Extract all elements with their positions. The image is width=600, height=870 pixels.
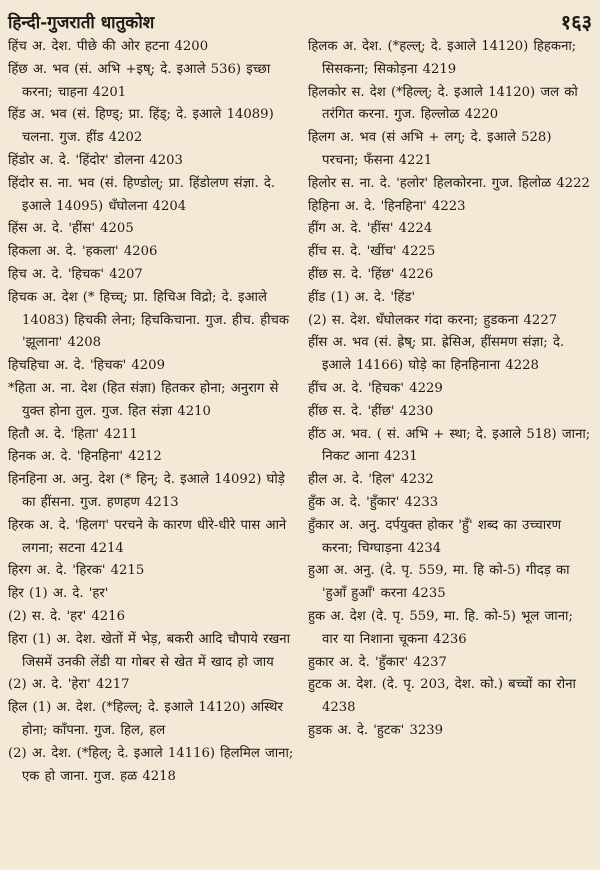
page-header xyxy=(8,8,592,34)
dictionary-entry: हींस अ. भव (सं. ह्रेष्; प्रा. ह्रेसिअ, हींसमण संज्ञा; दे. इआले 14166) घोड़े का हिनहिनाना 4228 xyxy=(308,335,565,374)
dictionary-entry: हिच अ. दे. 'हिचक' 4207 xyxy=(8,266,143,282)
dictionary-entry: हिनहिना अ. अनु. देश (* हिन्; दे. इआले 14092) घोड़े का हींसना. गुज. हणहण 4213 xyxy=(8,472,285,510)
dictionary-entry: हिनक अ. दे. 'हिनहिना' 4212 xyxy=(8,449,162,465)
dictionary-entry: हिंड अ. भव (सं. हिण्ड्; प्रा. हिंड्; दे. इआले 14089) चलना. गुज. हींड 4202 xyxy=(8,107,274,146)
dictionary-entry: (2) अ. दे. 'हेरा' 4217 xyxy=(8,677,130,693)
dictionary-entry: हुकार अ. दे. 'हुँकार' 4237 xyxy=(308,654,447,670)
dictionary-entry: हींग अ. दे. 'हींस' 4224 xyxy=(308,221,433,237)
dictionary-entry: हिंछ अ. भव (सं. अभि +इष्; दे. इआले 536) इच्छा करना; चाहना 4201 xyxy=(8,61,271,100)
dictionary-entry: हिल (1) अ. देश. (*हिल्ल्; दे. इआले 14120) अस्थिर होना; काँपना. गुज. हिल, हल xyxy=(8,700,283,738)
dictionary-entry: हुटक अ. देश. (दे. पृ. 203, देश. को.) बच्चों का रोना 4238 xyxy=(308,677,576,716)
dictionary-entry: हिचहिचा अ. दे. 'हिचक' 4209 xyxy=(8,358,165,374)
page-number: १६३ xyxy=(560,10,592,34)
dictionary-entry: हुक अ. देश (दे. पृ. 559, मा. हि. को-5) भूल जाना; वार या निशाना चूकना 4236 xyxy=(308,608,573,647)
dictionary-entry: हिलोर स. ना. दे. 'हलोर' हिलकोरना. गुज. हिलोळ 4222 xyxy=(308,175,590,191)
dictionary-entry: हिरा (1) अ. देश. खेतों में भेड़, बकरी आदि चौपाये रखना जिसमें उनकी लेंडी या गोबर से खेत में खाद हो जाय xyxy=(8,631,291,670)
dictionary-entry: *हिता अ. ना. देश (हित संज्ञा) हितकर होना; अनुराग से युक्त होना तुल. गुज. हित संज्ञा 4210 xyxy=(8,380,279,419)
dictionary-entry: हुँक अ. दे. 'हुँकार' 4233 xyxy=(308,494,439,510)
dictionary-entry: (2) स. देश. धँघोलकर गंदा करना; हुडकना 4227 xyxy=(308,312,558,328)
dictionary-entry: हींच अ. दे. 'हिचक' 4229 xyxy=(308,380,443,396)
running-title: हिन्दी-गुजराती धातुकोश xyxy=(8,13,155,33)
dictionary-entry: हिकला अ. दे. 'हकला' 4206 xyxy=(8,244,158,260)
dictionary-entry: हिहिना अ. दे. 'हिनहिना' 4223 xyxy=(308,198,466,214)
dictionary-entry: हितौ अ. दे. 'हिता' 4211 xyxy=(8,426,138,442)
dictionary-entry: हींठ अ. भव. ( सं. अभि + स्था; दे. इआले 518) जाना; निकट आना 4231 xyxy=(308,426,591,465)
dictionary-entry: हिंदोर स. ना. भव (सं. हिण्डोल्; प्रा. हिंडोलण संज्ञा. दे. इआले 14095) धँघोलना 4204 xyxy=(8,175,276,214)
dictionary-entry: हिंच अ. देश. पीछे की ओर हटना 4200 xyxy=(8,39,209,54)
dictionary-entry: हिंस अ. दे. 'हींस' 4205 xyxy=(8,221,134,237)
right-column xyxy=(308,36,592,866)
dictionary-entry: (2) अ. देश. (*हिल्; दे. इआले 14116) हिलमिल जाना; एक हो जाना. गुज. हळ 4218 xyxy=(8,745,294,784)
dictionary-entry: (2) स. दे. 'हर' 4216 xyxy=(8,608,125,624)
dictionary-entry: हुँकार अ. अनु. दर्पयुक्त होकर 'हुँ' शब्द का उच्चारण करना; चिग्घाड़ना 4234 xyxy=(308,517,562,556)
entry-columns xyxy=(8,36,592,866)
dictionary-entry: हींछ स. दे. 'हिंछ' 4226 xyxy=(308,266,434,282)
dictionary-entry: हिरक अ. दे. 'हिलग' परचने के कारण धीरे-धीरे पास आने लगना; सटना 4214 xyxy=(8,517,287,556)
dictionary-entry: हिचक अ. देश (* हिच्च्; प्रा. हिचिअ विद्रो; दे. इआले 14083) हिचकी लेना; हिचकिचाना. गुज. हीच. हीचक 'झूलाना' 4208 xyxy=(8,289,290,351)
dictionary-entry: हिलकोर स. देश (*हिल्ल्; दे. इआले 14120) जल को तरंगित करना. गुज. हिल्लोळ 4220 xyxy=(308,84,578,123)
dictionary-entry: हींड (1) अ. दे. 'हिंड' xyxy=(308,289,416,305)
dictionary-entry: हिलक अ. देश. (*हल्ल्; दे. इआले 14120) हिहकना; सिसकना; सिकोड़ना 4219 xyxy=(308,39,577,77)
dictionary-entry: हुडक अ. दे. 'हुटक' 3239 xyxy=(308,722,444,738)
dictionary-entry: हिंडोर अ. दे. 'हिंदोर' डोलना 4203 xyxy=(8,152,183,168)
left-column xyxy=(8,36,300,866)
dictionary-entry: हिर (1) अ. दे. 'हर' xyxy=(8,586,109,602)
dictionary-entry: हुआ अ. अनु. (दे. पृ. 559, मा. हि को-5) गीदड़ का 'हुआँ हुआँ' करना 4235 xyxy=(308,563,570,602)
dictionary-entry: हींच स. दे. 'खींच' 4225 xyxy=(308,244,436,260)
dictionary-entry: हिलग अ. भव (सं अभि + लग्; दे. इआले 528) परचना; फँसना 4221 xyxy=(308,130,552,168)
dictionary-entry: हील अ. दे. 'हिल' 4232 xyxy=(308,472,434,488)
dictionary-entry: हींछ स. दे. 'हींछ' 4230 xyxy=(308,403,434,419)
dictionary-entry: हिरग अ. दे. 'हिरक' 4215 xyxy=(8,563,145,579)
